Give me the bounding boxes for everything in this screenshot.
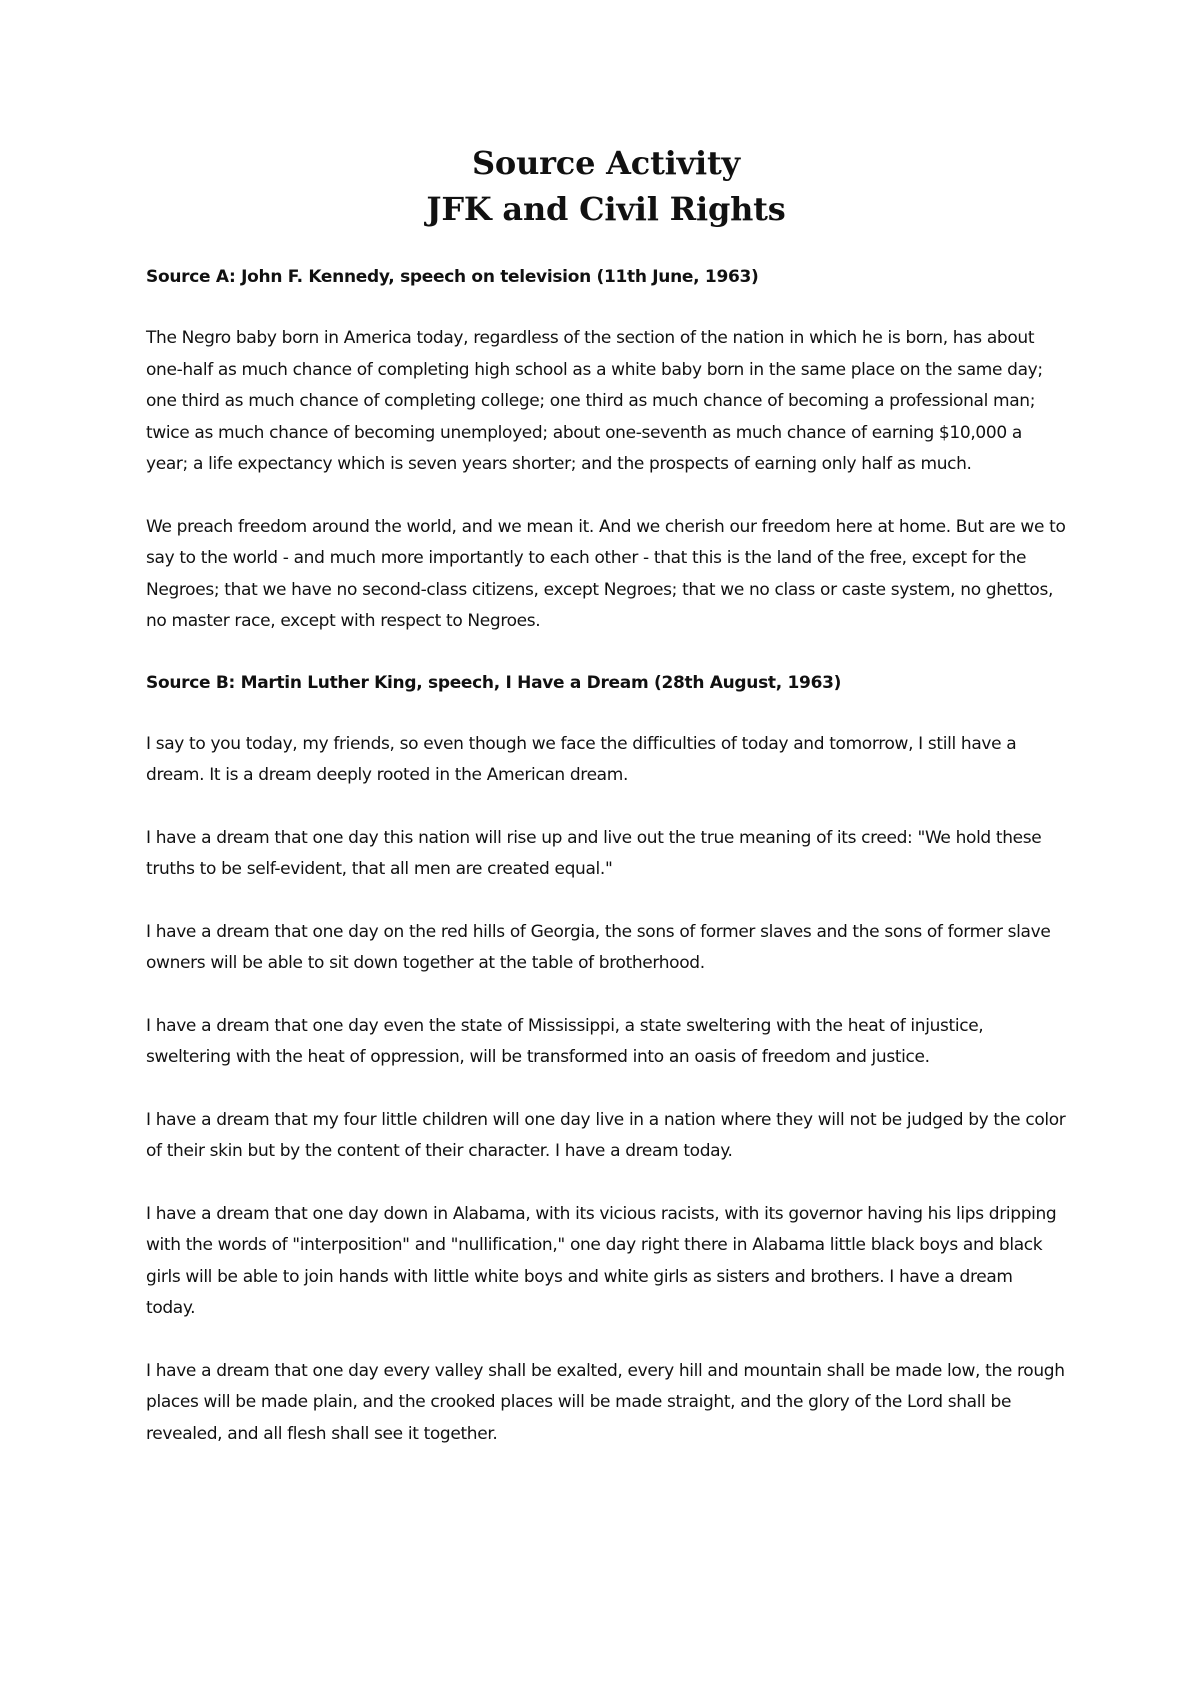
source-b-paragraph-4: I have a dream that one day even the state of Mississippi, a state sweltering with the heat of injustice, sweltering with the heat of oppression, will be transformed into an oasis of freedom and justice. bbox=[146, 1015, 984, 1067]
source-b-heading: Source B: Martin Luther King, speech, I Have a Dream (28th August, 1963) bbox=[146, 672, 842, 693]
source-a-paragraph-1: The Negro baby born in America today, regardless of the section of the nation in which he is born, has about one-half as much chance of completing high school as a white baby born in the same place on the same day; one third as much chance of completing college; one third as much chance of becoming a professional man; twice as much chance of becoming unemployed; about one-seventh as much chance of earning $10,000 a year; a life expectancy which is seven years shorter; and the prospects of earning only half as much. bbox=[146, 328, 1043, 474]
document-title bbox=[146, 140, 1066, 232]
source-b-paragraph-6: I have a dream that one day down in Alabama, with its vicious racists, with its governor having his lips dripping with the words of "interposition" and "nullification," one day right there in Alabama little black boys and black girls will be able to join hands with little white boys and white girls as sisters and brothers. I have a dream today. bbox=[146, 1203, 1057, 1318]
source-a-paragraph-2: We preach freedom around the world, and we mean it. And we cherish our freedom here at home. But are we to say to the world - and much more importantly to each other - that this is the land of the free, except for the Negroes; that we have no second-class citizens, except Negroes; that we no class or caste system, no ghettos, no master race, except with respect to Negroes. bbox=[146, 516, 1066, 631]
title-line-1: Source Activity bbox=[472, 144, 740, 182]
source-b-paragraph-5: I have a dream that my four little children will one day live in a nation where they will not be judged by the color of their skin but by the content of their character. I have a dream today. bbox=[146, 1109, 1066, 1161]
source-b-paragraph-7: I have a dream that one day every valley shall be exalted, every hill and mountain shall be made low, the rough places will be made plain, and the crooked places will be made straight, and the glory of the Lord shall be revealed, and all flesh shall see it together. bbox=[146, 1360, 1065, 1444]
source-b-paragraph-3: I have a dream that one day on the red hills of Georgia, the sons of former slaves and the sons of former slave owners will be able to sit down together at the table of brotherhood. bbox=[146, 921, 1051, 973]
title-line-2: JFK and Civil Rights bbox=[426, 190, 786, 228]
document-page bbox=[146, 140, 1066, 1450]
source-a-heading: Source A: John F. Kennedy, speech on television (11th June, 1963) bbox=[146, 267, 759, 287]
source-b-paragraph-2: I have a dream that one day this nation will rise up and live out the true meaning of its creed: "We hold these truths to be self-evident, that all men are created equal." bbox=[146, 827, 1042, 879]
source-b-paragraph-1: I say to you today, my friends, so even though we face the difficulties of today and tomorrow, I still have a dream. It is a dream deeply rooted in the American dream. bbox=[146, 733, 1017, 785]
